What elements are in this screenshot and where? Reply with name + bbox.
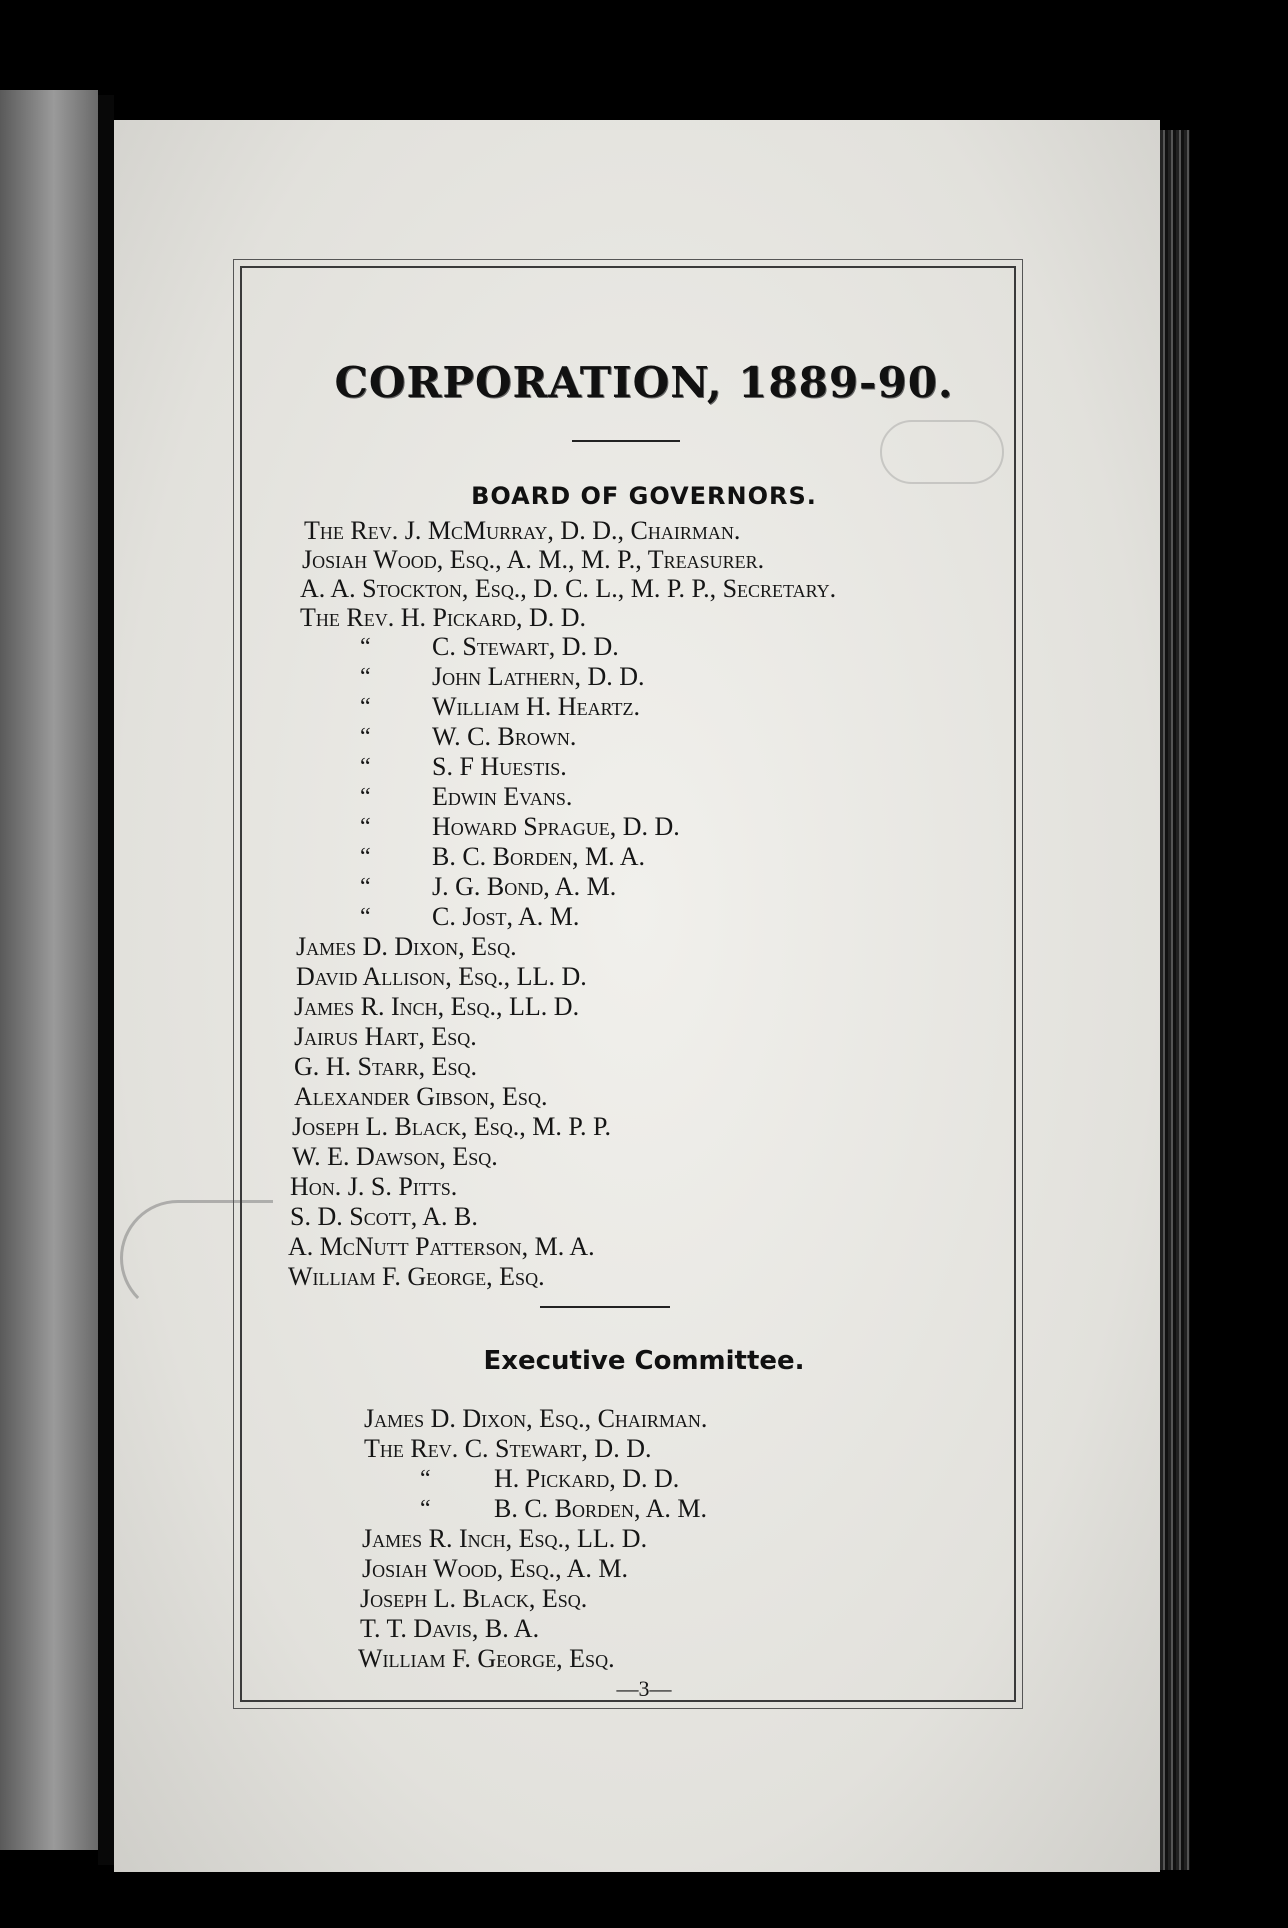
ditto-mark: “ [360,724,371,750]
board-member: W. C. Brown. [432,722,577,751]
board-member: C. Jost, A. M. [432,902,580,931]
board-heading: BOARD OF GOVERNORS. [471,482,817,510]
board-member: B. C. Borden, M. A. [432,842,645,871]
committee-member: H. Pickard, D. D. [494,1464,680,1493]
board-member: The Rev. H. Pickard, D. D. [300,603,587,632]
board-member: Howard Sprague, D. D. [432,812,680,841]
board-member: James D. Dixon, Esq. [296,932,517,961]
ditto-mark: “ [420,1496,431,1522]
board-member: Joseph L. Black, Esq., M. P. P. [292,1112,612,1141]
board-member: A. McNutt Patterson, M. A. [288,1232,595,1261]
board-member: S. D. Scott, A. B. [290,1202,478,1231]
board-member: Josiah Wood, Esq., A. M., M. P., Treasurer. [302,545,765,574]
committee-member: The Rev. C. Stewart, D. D. [364,1434,652,1463]
committee-member: James D. Dixon, Esq., Chairman. [364,1404,708,1433]
committee-member: T. T. Davis, B. A. [360,1614,540,1643]
board-member: G. H. Starr, Esq. [294,1052,477,1081]
ditto-mark: “ [360,754,371,780]
page-title: CORPORATION, 1889-90. [334,358,954,407]
ditto-mark: “ [360,904,371,930]
ditto-mark: “ [420,1466,431,1492]
ditto-mark: “ [360,874,371,900]
board-member: William H. Heartz. [432,692,640,721]
ditto-mark: “ [360,634,371,660]
board-member: Edwin Evans. [432,782,573,811]
board-member: W. E. Dawson, Esq. [292,1142,498,1171]
board-member: James R. Inch, Esq., LL. D. [294,992,580,1021]
board-member: William F. George, Esq. [288,1262,545,1291]
ditto-mark: “ [360,844,371,870]
ditto-mark: “ [360,784,371,810]
committee-member: B. C. Borden, A. M. [494,1494,707,1523]
board-member: S. F Huestis. [432,752,567,781]
executive-heading: Executive Committee. [483,1346,805,1376]
board-member: David Allison, Esq., LL. D. [296,962,587,991]
committee-member: Joseph L. Black, Esq. [360,1584,588,1613]
board-member: Hon. J. S. Pitts. [290,1172,458,1201]
ditto-mark: “ [360,814,371,840]
board-member: The Rev. J. McMurray, D. D., Chairman. [304,516,741,545]
section-rule [540,1306,670,1308]
board-member: John Lathern, D. D. [432,662,645,691]
committee-member: James R. Inch, Esq., LL. D. [362,1524,648,1553]
board-member: Jairus Hart, Esq. [294,1022,477,1051]
facing-page-edge [0,90,98,1850]
ditto-mark: “ [360,664,371,690]
title-rule [572,440,680,442]
board-member: C. Stewart, D. D. [432,632,619,661]
committee-member: Josiah Wood, Esq., A. M. [362,1554,629,1583]
page-number: —3— [616,1676,672,1701]
board-member: J. G. Bond, A. M. [432,872,617,901]
ditto-mark: “ [360,694,371,720]
board-member: A. A. Stockton, Esq., D. C. L., M. P. P., Secretary. [300,574,837,603]
committee-member: William F. George, Esq. [358,1644,615,1673]
board-member: Alexander Gibson, Esq. [294,1082,548,1111]
